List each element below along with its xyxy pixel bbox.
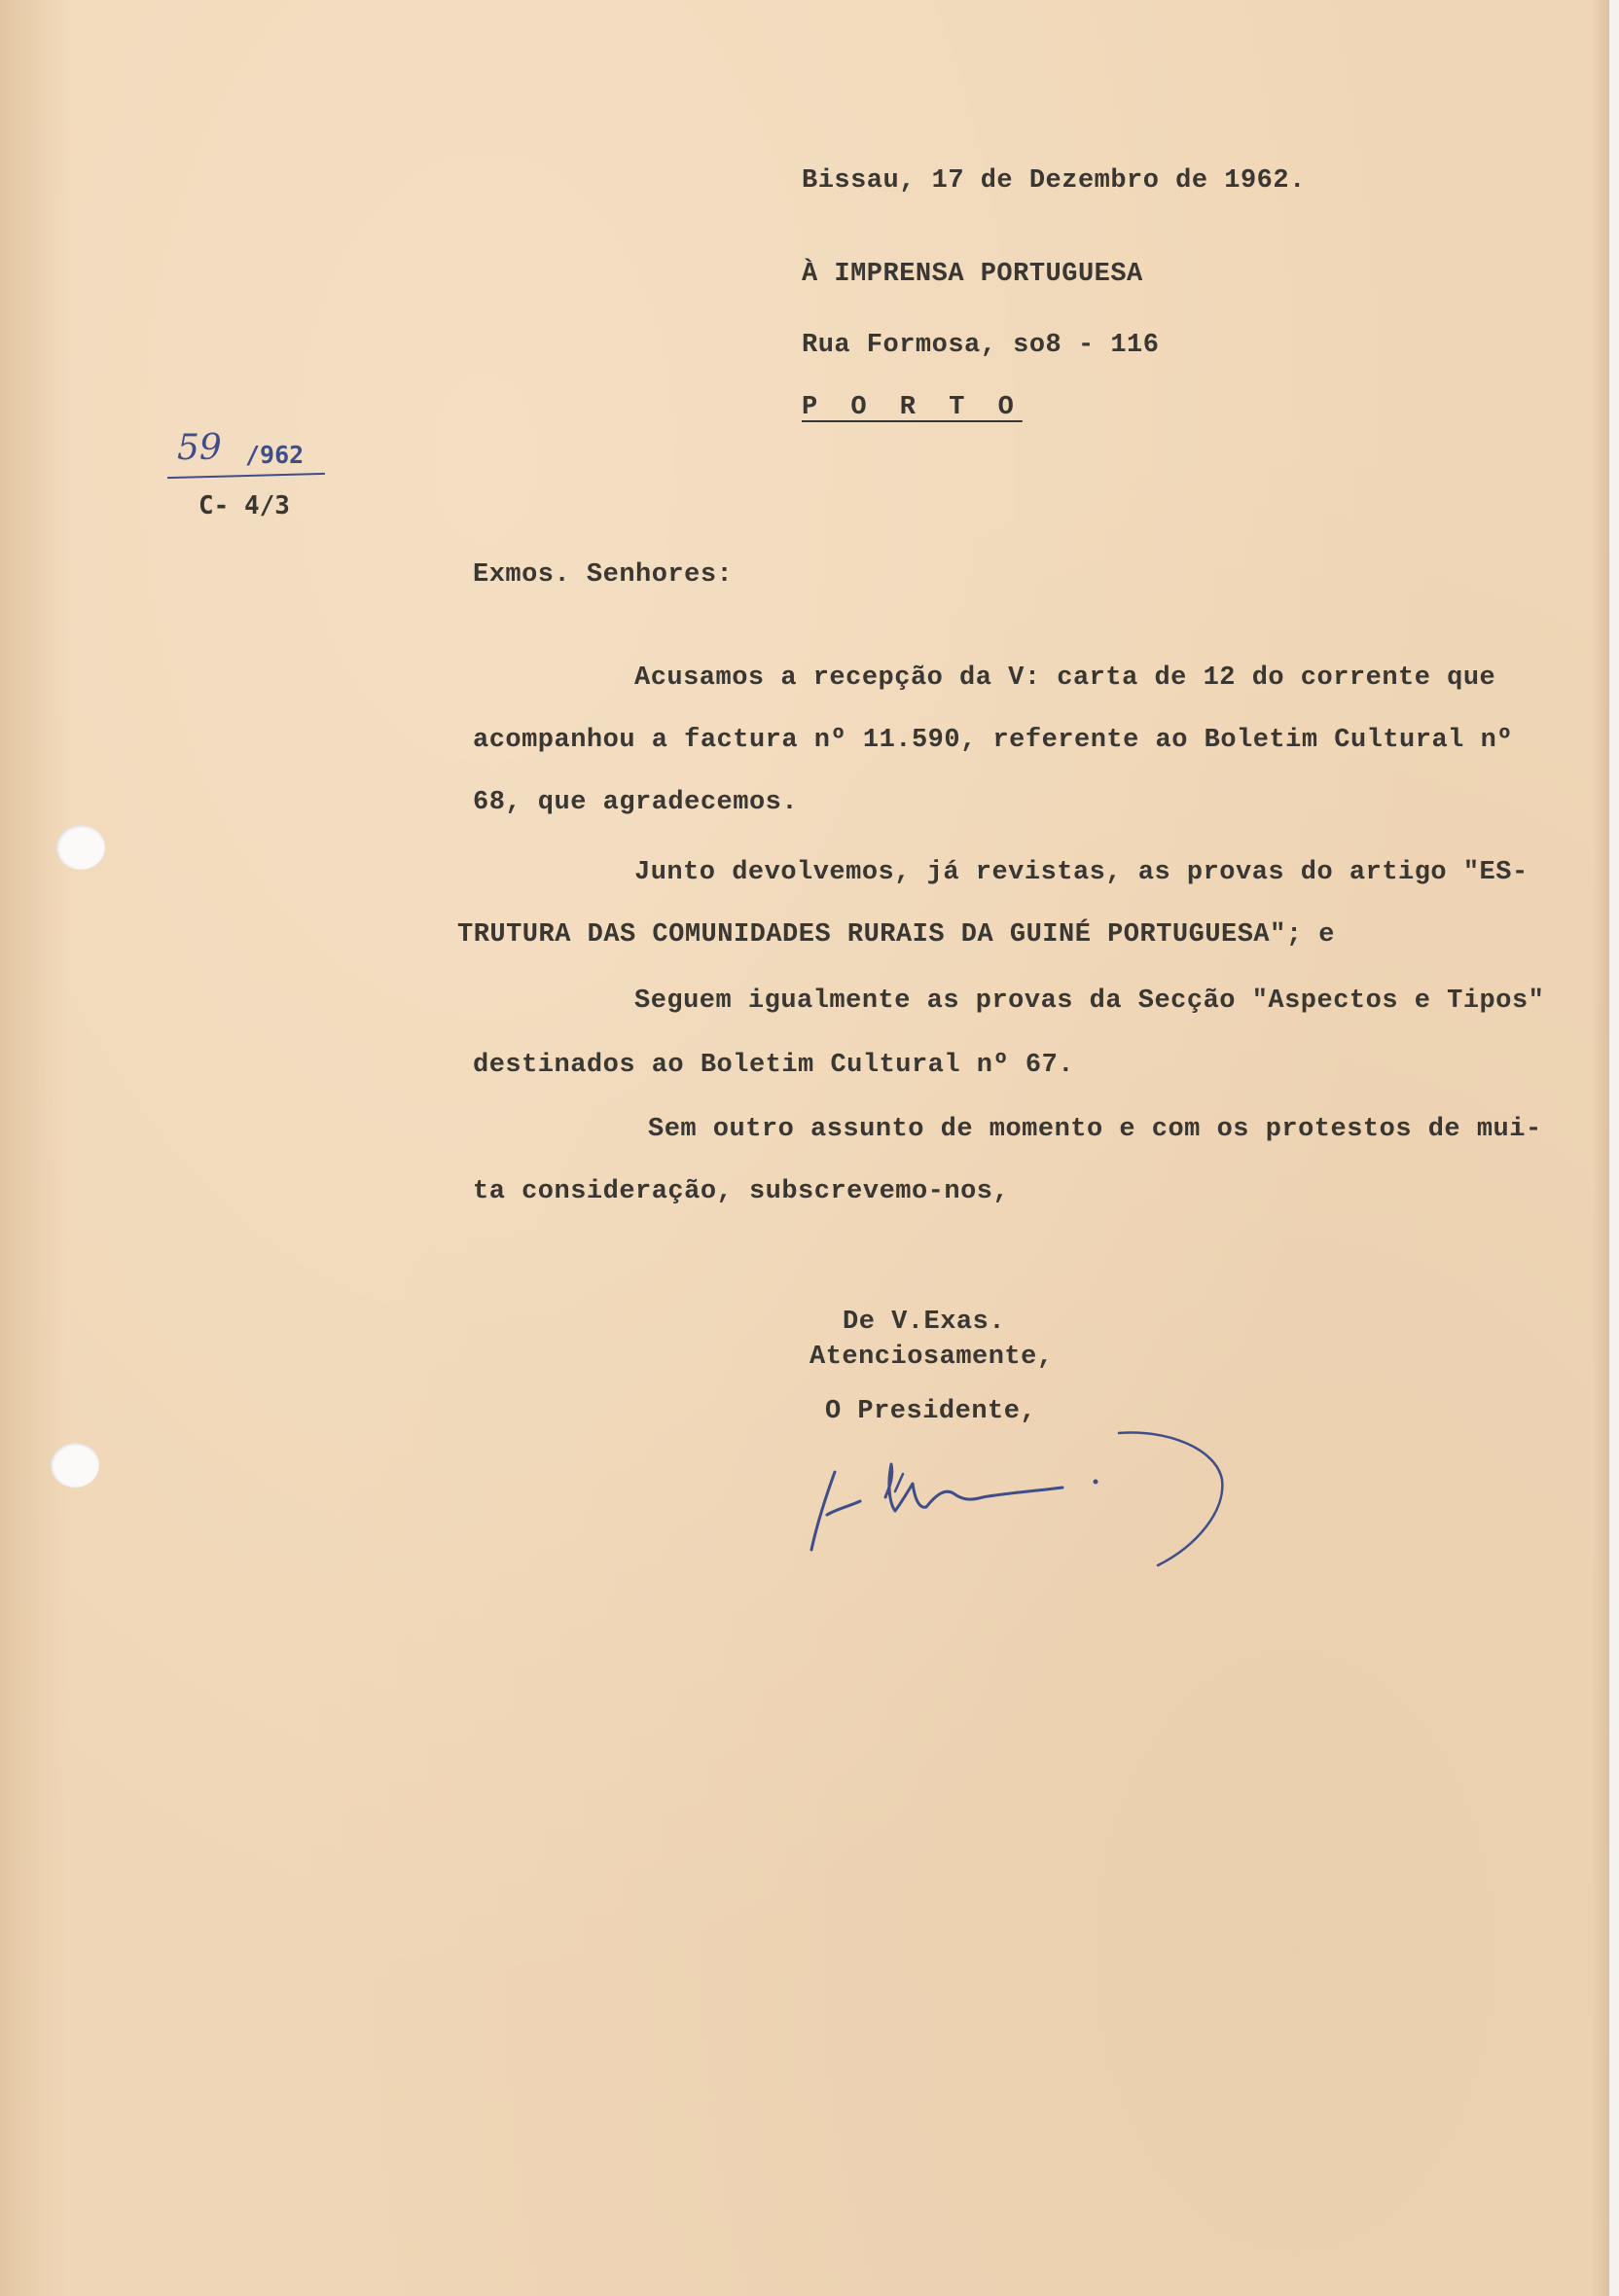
recipient-name: À IMPRENSA PORTUGUESA	[802, 260, 1143, 289]
handwritten-reference-year: /962	[245, 441, 305, 469]
date-line: Bissau, 17 de Dezembro de 1962.	[802, 166, 1306, 196]
paper-left-fold	[0, 0, 68, 2296]
paper-right-edge	[1609, 0, 1619, 2296]
body-line-2: acompanhou a factura nº 11.590, referente ao Boletim Cultural nº	[473, 726, 1513, 755]
body-line-6: Seguem igualmente as provas da Secção "Aspectos e Tipos"	[634, 987, 1545, 1016]
punch-hole-top	[56, 825, 105, 870]
reference-underline	[167, 473, 325, 479]
body-line-5: TRUTURA DAS COMUNIDADES RURAIS DA GUINÉ PORTUGUESA"; e	[457, 920, 1335, 950]
closing-line-3: O Presidente,	[825, 1397, 1037, 1426]
closing-line-1: De V.Exas.	[843, 1308, 1006, 1337]
recipient-street: Rua Formosa, so8 - 116	[802, 331, 1160, 360]
recipient-city: P O R T O	[802, 393, 1023, 422]
paper-right-shadow	[1592, 0, 1609, 2296]
body-line-7: destinados ao Boletim Cultural nº 67.	[473, 1051, 1074, 1080]
body-line-3: 68, que agradecemos.	[473, 788, 799, 817]
punch-hole-bottom	[51, 1443, 99, 1488]
file-code: C- 4/3	[198, 491, 290, 520]
body-line-1: Acusamos a recepção da V: carta de 12 do corrente que	[634, 664, 1496, 693]
closing-line-2: Atenciosamente,	[810, 1343, 1054, 1372]
body-line-9: ta consideração, subscrevemo-nos,	[473, 1177, 1010, 1206]
salutation: Exmos. Senhores:	[473, 560, 734, 590]
body-line-4: Junto devolvemos, já revistas, as provas do artigo "ES-	[634, 858, 1529, 887]
president-signature	[798, 1416, 1255, 1581]
handwritten-reference-number: 59	[177, 428, 222, 468]
body-line-8: Sem outro assunto de momento e com os protestos de mui-	[648, 1115, 1542, 1144]
